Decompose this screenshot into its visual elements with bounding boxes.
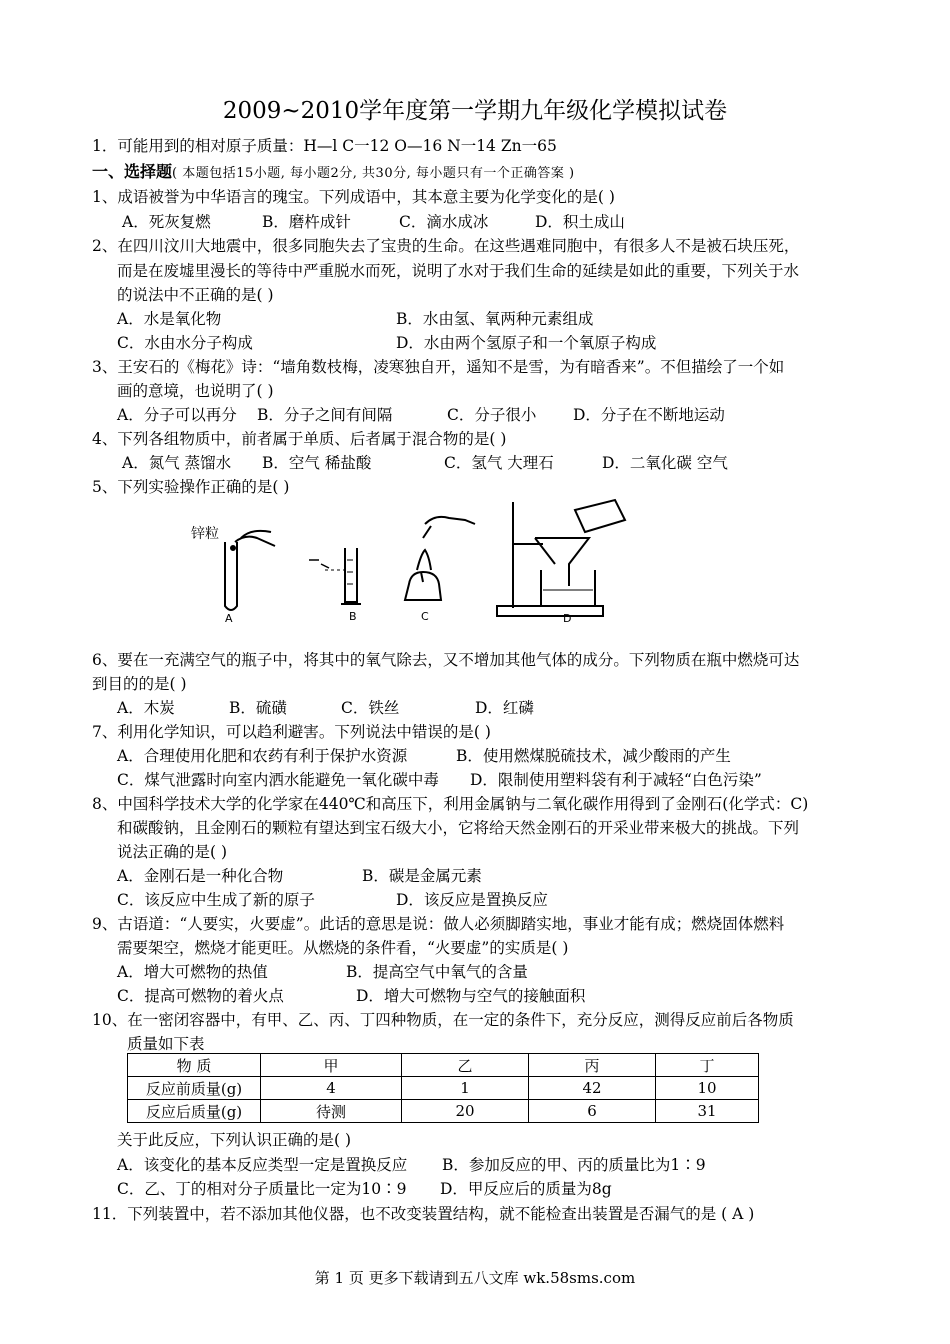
q6-options: [117, 698, 534, 718]
figure-b-graduated-cylinder: [309, 548, 361, 604]
q4-option-a: A．氮气 蒸馏水: [122, 454, 232, 472]
q2-stem-line: 2、在四川汶川大地震中，很多同胞失去了宝贵的生命。在这些遇难同胞中，有很多人不是被石块压死，: [92, 237, 800, 255]
figure-label-a: A: [225, 612, 233, 625]
q10-after: 关于此反应，下列认识正确的是( ): [117, 1131, 352, 1149]
q8-option-d: D．该反应是置换反应: [396, 891, 548, 909]
page-title: 2009~2010学年度第一学期九年级化学模拟试卷: [222, 98, 728, 124]
table-cell: 反应后质量(g): [128, 1100, 261, 1123]
table-header-row: [128, 1054, 759, 1077]
table-cell: 4: [261, 1077, 402, 1100]
q9-option-d: D．增大可燃物与空气的接触面积: [356, 987, 586, 1005]
figure-a-test-tube: [191, 525, 275, 610]
q10-stem-line: 质量如下表: [127, 1035, 205, 1053]
table-row: [128, 1077, 759, 1100]
q4-option-b: B．空气 稀盐酸: [262, 454, 372, 472]
q9-option-c: C．提高可燃物的着火点: [117, 987, 284, 1005]
q7-stem: 7、利用化学知识，可以趋利避害。下列说法中错误的是( ): [92, 723, 491, 741]
q10-option-d: D．甲反应后的质量为8g: [440, 1180, 612, 1198]
q3-option-d: D．分子在不断地运动: [573, 406, 725, 424]
table-cell: 10: [656, 1077, 759, 1100]
q9-option-a: A．增大可燃物的热值: [117, 963, 268, 981]
q9-stem-line: 9、古语道：“人要实，火要虚”。此话的意思是说：做人必须脚踏实地，事业才能有成；燃烧固体燃料: [92, 915, 785, 933]
q3-stem-line: 画的意境，也说明了( ): [117, 382, 274, 400]
q5-stem: 5、下列实验操作正确的是( ): [92, 478, 290, 496]
q6-stem-line: 6、要在一充满空气的瓶子中，将其中的氧气除去，又不增加其他气体的成分。下列物质在瓶中燃烧可达: [92, 651, 800, 669]
figure-c-alcohol-lamp: [405, 517, 475, 600]
q7-option-d: D．限制使用塑料袋有利于减轻“白色污染”: [470, 771, 762, 789]
table-header: 乙: [402, 1054, 529, 1077]
table-header: 丁: [656, 1054, 759, 1077]
q10-option-c: C．乙、丁的相对分子质量比一定为10∶9: [117, 1180, 407, 1198]
q7-option-a: A．合理使用化肥和农药有利于保护水资源: [117, 747, 408, 765]
table-row: [128, 1100, 759, 1123]
q3-option-a: A．分子可以再分: [117, 406, 237, 424]
q8-stem-line: 8、中国科学技术大学的化学家在440℃和高压下，利用金属钠与二氧化碳作用得到了金刚石(化学式：C): [92, 795, 809, 813]
q1-option-a: A．死灰复燃: [122, 213, 211, 231]
q2-option-a: A．水是氧化物: [117, 310, 222, 328]
q2-option-b: B．水由氢、氧两种元素组成: [396, 310, 594, 328]
figure-label-b: B: [349, 610, 357, 623]
q1-option-b: B．磨杵成针: [262, 213, 351, 231]
table-cell: 20: [402, 1100, 529, 1123]
q8-stem-line: 和碳酸钠，且金刚石的颗粒有望达到宝石级大小，它将给天然金刚石的开采业带来极大的挑战。下列: [117, 819, 800, 837]
q8-stem-line: 说法正确的是( ): [117, 843, 228, 861]
q7-option-b: B．使用燃煤脱硫技术，减少酸雨的产生: [456, 747, 731, 765]
mass-table: [127, 1053, 759, 1123]
q1-option-c: C．滴水成冰: [399, 213, 489, 231]
q9-option-b: B．提高空气中氧气的含量: [346, 963, 528, 981]
table-cell: 反应前质量(g): [128, 1077, 261, 1100]
section-heading: [92, 162, 575, 184]
q10-option-a: A．该变化的基本反应类型一定是置换反应: [117, 1156, 408, 1174]
table-cell: 6: [529, 1100, 656, 1123]
q10-stem-line: 10、在一密闭容器中，有甲、乙、丙、丁四种物质，在一定的条件下，充分反应，测得反应前后各物质: [92, 1011, 794, 1029]
q1-stem: 1、成语被誉为中华语言的瑰宝。下列成语中，其本意主要为化学变化的是( ): [92, 188, 615, 206]
section-note: ( 本题包括15小题, 每小题2分, 共30分, 每小题只有一个正确答案 ): [172, 166, 575, 181]
q1-option-d: D．积土成山: [535, 213, 625, 231]
q6-option-a: A．木炭: [117, 699, 175, 717]
section-title: 一、选择题: [92, 162, 173, 181]
q8-option-b: B．碳是金属元素: [362, 867, 482, 885]
q10-option-b: B．参加反应的甲、丙的质量比为1∶9: [442, 1156, 706, 1174]
table-cell: 待测: [261, 1100, 402, 1123]
q1-options: [122, 212, 625, 232]
q2-option-c: C．水由水分子构成: [117, 334, 253, 352]
table-header: 丙: [529, 1054, 656, 1077]
figure-d-filtration: [497, 500, 625, 616]
q8-option-a: A．金刚石是一种化合物: [117, 867, 284, 885]
table-header: 物 质: [128, 1054, 261, 1077]
q3-stem-line: 3、王安石的《梅花》诗：“墙角数枝梅，凌寒独自开，遥知不是雪，为有暗香来”。不但描绘了一个如: [92, 358, 785, 376]
table-cell: 42: [529, 1077, 656, 1100]
atomic-masses: 1．可能用到的相对原子质量：H—l C一12 O—16 N一14 Zn一65: [92, 137, 557, 155]
q6-stem-line: 到目的的是( ): [92, 675, 187, 693]
q3-option-b: B．分子之间有间隔: [257, 406, 393, 424]
lab-operations-figure: [185, 498, 655, 628]
q4-option-c: C．氢气 大理石: [444, 454, 554, 472]
figure-label-c: C: [421, 610, 429, 623]
table-header: 甲: [261, 1054, 402, 1077]
q7-option-c: C．煤气泄露时向室内洒水能避免一氧化碳中毒: [117, 771, 439, 789]
q3-options: [117, 405, 725, 425]
q3-option-c: C．分子很小: [447, 406, 537, 424]
q6-option-c: C．铁丝: [341, 699, 400, 717]
page-footer: 第 1 页 更多下载请到五八文库 wk.58sms.com: [314, 1269, 636, 1287]
q4-stem: 4、下列各组物质中，前者属于单质、后者属于混合物的是( ): [92, 430, 507, 448]
q4-options: [122, 453, 728, 473]
q8-option-c: C．该反应中生成了新的原子: [117, 891, 315, 909]
q6-option-d: D．红磷: [475, 699, 534, 717]
q2-stem-line: 的说法中不正确的是( ): [117, 286, 274, 304]
q2-stem-line: 而是在废墟里漫长的等待中严重脱水而死，说明了水对于我们生命的延续是如此的重要，下列关于水: [117, 262, 800, 280]
q4-option-d: D．二氧化碳 空气: [602, 454, 728, 472]
table-cell: 31: [656, 1100, 759, 1123]
q6-option-b: B．硫磺: [229, 699, 287, 717]
q11-stem: 11．下列装置中，若不添加其他仪器，也不改变装置结构，就不能检查出装置是否漏气的是 ( A ): [92, 1205, 755, 1223]
zinc-label: 锌粒: [191, 526, 219, 542]
figure-label-d: D: [563, 612, 572, 625]
table-cell: 1: [402, 1077, 529, 1100]
q2-option-d: D．水由两个氢原子和一个氧原子构成: [396, 334, 657, 352]
q9-stem-line: 需要架空，燃烧才能更旺。从燃烧的条件看，“火要虚”的实质是( ): [117, 939, 569, 957]
